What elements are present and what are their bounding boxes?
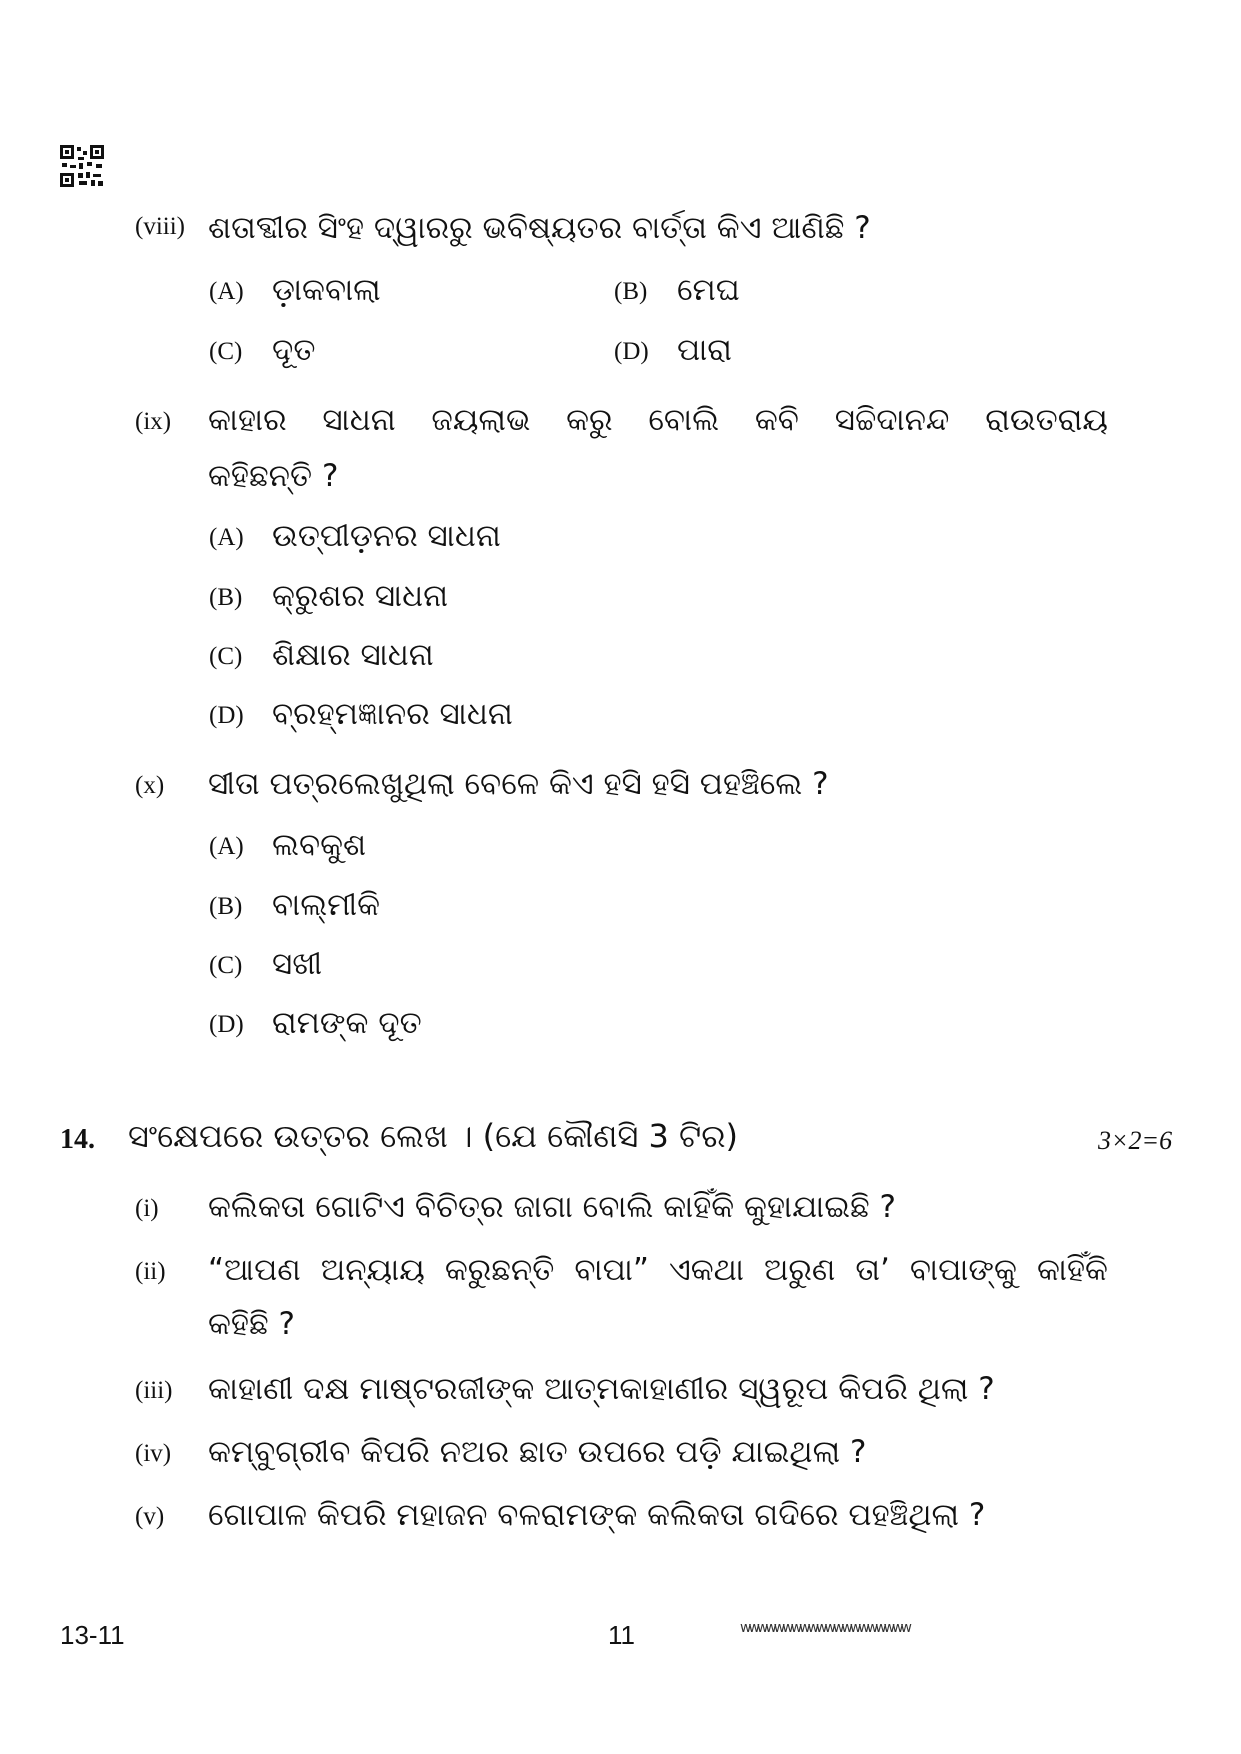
question-number: (iii) <box>135 1377 173 1404</box>
wave-line: wwwwwwwwwwwwwwwwwwww <box>740 1620 910 1636</box>
option-text: ଉତ୍ପୀଡ଼ନର ସାଧନା <box>272 518 501 554</box>
option-label: (C) <box>209 952 243 979</box>
question-text-cont: କହିଛନ୍ତି ? <box>208 458 339 494</box>
question-number: (ii) <box>135 1258 166 1285</box>
option-label: (D) <box>209 702 244 729</box>
option-label: (D) <box>209 1011 244 1038</box>
option-label: (A) <box>209 278 244 305</box>
option-text: ବାଲ୍ମୀକି <box>272 887 381 923</box>
question-text: କମ୍ବୁଗ୍ରୀବ କିପରି ନଅର ଛାତ ଉପରେ ପଡ଼ି ଯାଇଥିଲା ? <box>208 1434 867 1470</box>
option-text: କ୍ରୁଶର ସାଧନା <box>272 578 449 614</box>
option-text: ଡ଼ାକବାଲା <box>272 272 381 308</box>
question-number: (iv) <box>135 1440 172 1467</box>
option-label: (C) <box>209 643 243 670</box>
question-number: (ix) <box>135 408 172 435</box>
option-label: (A) <box>209 833 244 860</box>
question-number: (i) <box>135 1195 159 1222</box>
option-text: ରାମଙ୍କ ଦୂତ <box>272 1005 422 1041</box>
option-label: (B) <box>614 278 648 305</box>
question-text: ଶତାବ୍ଦୀର ସିଂହ ଦ୍ୱାରରୁ ଭବିଷ୍ୟତର ବାର୍ତ୍ତା କିଏ ଆଣିଛି ? <box>208 210 871 246</box>
section-instruction: ସଂକ୍ଷେପରେ ଉତ୍ତର ଲେଖ । (ଯେ କୌଣସି 3 ଟିର) <box>128 1117 738 1155</box>
option-label: (B) <box>209 584 243 611</box>
option-text: ବ୍ରହ୍ମଜ୍ଞାନର ସାଧନା <box>272 696 513 732</box>
option-label: (A) <box>209 524 244 551</box>
qr-code-icon <box>60 145 104 187</box>
question-text: କଲିକତା ଗୋଟିଏ ବିଚିତ୍ର ଜାଗା ବୋଲି କାହିଁକି କୁହାଯାଇଛି ? <box>208 1189 896 1225</box>
paper-code: 13-11 <box>60 1620 125 1650</box>
option-label: (B) <box>209 893 243 920</box>
question-text: ସୀତା ପତ୍ରଲେଖୁଥିଲା ବେଳେ କିଏ ହସି ହସି ପହଞ୍ଚିଲେ ? <box>208 766 829 802</box>
question-number: (x) <box>135 772 165 799</box>
option-text: ସଖୀ <box>272 946 323 982</box>
option-label: (D) <box>614 338 649 365</box>
question-text: “ଆପଣ ଅନ୍ୟାୟ କରୁଛନ୍ତି ବାପା” ଏକଥା ଅରୁଣ ତା’ ବାପାଙ୍କୁ କାହିଁକି <box>208 1252 1108 1288</box>
option-label: (C) <box>209 338 243 365</box>
option-text: ଦୂତ <box>272 332 316 368</box>
marks-label: 3×2=6 <box>1098 1126 1173 1155</box>
question-number: 14. <box>60 1124 95 1155</box>
question-number: (v) <box>135 1503 165 1530</box>
option-text: ପାରା <box>677 332 732 368</box>
question-text: କାହାଣୀ ଦକ୍ଷ ମାଷ୍ଟରଜୀଙ୍କ ଆତ୍ମକାହାଣୀର ସ୍ୱରୂପ କିପରି ଥିଲା ? <box>208 1371 995 1407</box>
question-text: କାହାର ସାଧନା ଜୟଲାଭ କରୁ ବୋଲି କବି ସଚ୍ଚିଦାନନ୍ଦ ରାଉତରାୟ <box>208 402 1108 438</box>
page-number: 11 <box>608 1620 635 1650</box>
option-text: ଶିକ୍ଷାର ସାଧନା <box>272 637 434 673</box>
question-text-cont: କହିଛି ? <box>208 1306 295 1342</box>
option-text: ଲବକୁଶ <box>272 827 367 863</box>
option-text: ମେଘ <box>677 272 740 308</box>
question-number: (viii) <box>135 213 185 240</box>
question-text: ଗୋପାଳ କିପରି ମହାଜନ ବଳରାମଙ୍କ କଲିକତା ଗଦିରେ ପହଞ୍ଚିଥିଲା ? <box>208 1497 986 1533</box>
